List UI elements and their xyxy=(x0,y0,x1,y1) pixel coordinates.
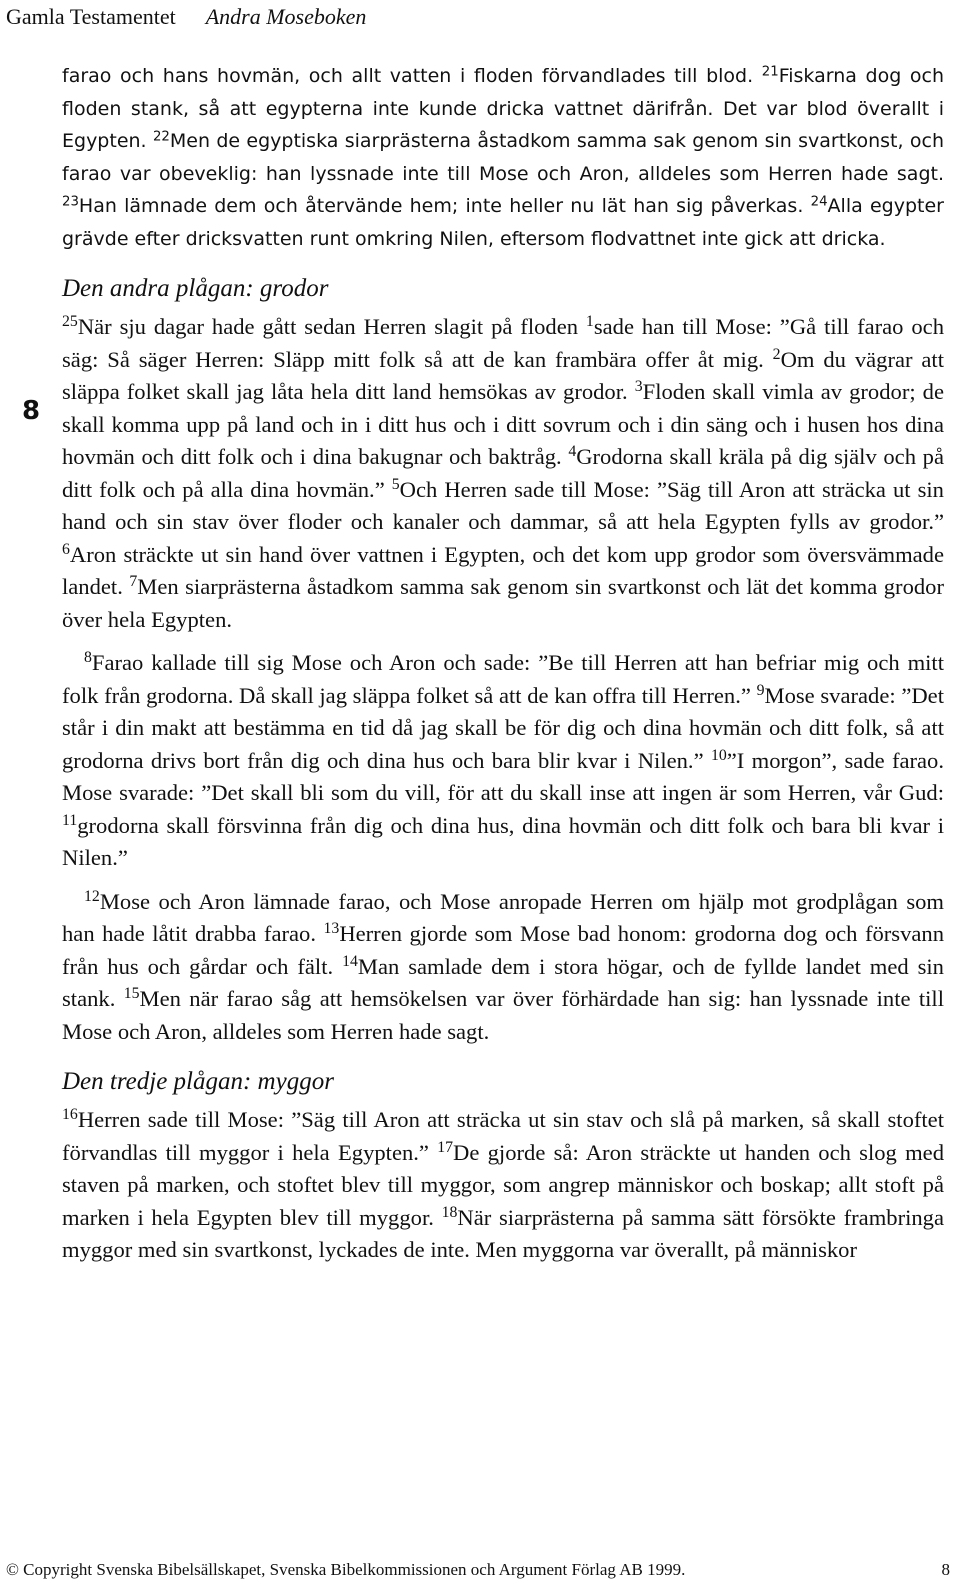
verse-text: Man samlade dem i stora högar, och de fyllde landet med sin stank. xyxy=(62,953,944,1011)
verse-text: Och Herren sade till Mose: ”Säg till Aron att sträcka ut sin hand och sin stav över floder och kanaler och dammar, så att hela Egypten fylls av grodor.” xyxy=(62,476,944,534)
verse-text: Mose och Aron lämnade farao, och Mose anropade Herren om hjälp mot grodplågan som han hade låtit drabba farao. xyxy=(62,888,944,946)
verse-number: 10 xyxy=(710,746,727,764)
verse-text: De gjorde så: Aron sträckte ut handen och slog med staven på marken, och stoftet blev till myggor, som angrep människor och boskap; allt stoft på marken i hela Egypten blev till myggor. xyxy=(62,1139,944,1230)
copyright-notice: © Copyright Svenska Bibelsällskapet, Svenska Bibelkommissionen och Argument Förlag AB 1999. xyxy=(6,1560,686,1579)
verse-text: Han lämnade dem och återvände hem; inte heller nu lät han sig påverkas. xyxy=(78,195,811,217)
verse-text: grodorna skall försvinna från dig och dina hus, dina hovmän och ditt folk och bara bli kvar i Nilen.” xyxy=(62,812,944,870)
page-number: 8 xyxy=(941,1560,950,1579)
verse-number: 23 xyxy=(62,194,79,210)
verse-number: 16 xyxy=(62,1106,78,1124)
verse-number: 5 xyxy=(391,475,400,493)
verse-text: När siarprästerna på samma sätt försökte frambringa myggor med sin svartkonst, lyckades de inte. Men myggorna var överallt, på människor xyxy=(62,1204,945,1262)
verse-number: 8 xyxy=(84,649,92,667)
verse-text: Grodorna skall kräla på dig själv och på ditt folk och på alla dina hovmän.” xyxy=(62,444,944,502)
verse-text: Farao kallade till sig Mose och Aron och sade: ”Be till Herren att han befriar mig och mitt folk från grodorna. Då skall jag släppa folket så att de kan offra till Herren.” xyxy=(62,650,944,708)
verse-number: 22 xyxy=(152,129,170,145)
verse-text: Mose svarade: ”Det står i din makt att bestämma en tid då jag skall be för dig och dina hovmän och ditt folk, så att grodorna drivs bort från dig och dina hus och bara blir kvar i Nilen.” xyxy=(62,682,944,773)
verse-text: Floden skall vimla av grodor; de skall komma upp på land och in i ditt hus och i ditt sovrum och i din säng och i husen hos dina hovmän och ditt folk och i dina bakugnar och baktråg. xyxy=(62,379,945,469)
verse-text: farao och hans hovmän, och allt vatten i floden förvandlades till blod. xyxy=(62,65,762,87)
verse-text: När sju dagar hade gått sedan Herren slagit på floden xyxy=(77,314,586,339)
verse-number: 1 xyxy=(585,313,594,331)
header-book: Andra Moseboken xyxy=(205,4,367,29)
verse-number: 18 xyxy=(441,1203,458,1221)
verse-number: 7 xyxy=(129,573,138,591)
header-title: Gamla Testamentet xyxy=(6,4,176,29)
verse-number: 9 xyxy=(756,681,765,699)
running-header xyxy=(6,2,366,32)
verse-number: 17 xyxy=(437,1138,454,1156)
verse-number: 4 xyxy=(568,443,577,461)
verse-text: Fiskarna dog och floden stank, så att egypterna inte kunde dricka vattnet därifrån. Det var blod överallt i Egypten. xyxy=(62,65,945,152)
paragraph xyxy=(62,886,944,1049)
verse-text: Herren sade till Mose: ”Säg till Aron att sträcka ut sin stav och slå på marken, så skall stoftet förvandlas till myggor i hela Egypten.” xyxy=(62,1107,944,1165)
verse-number: 15 xyxy=(123,985,140,1003)
verse-text: Men siarprästerna åstadkom samma sak genom sin svartkonst och lät det komma grodor över hela Egypten. xyxy=(62,574,944,632)
verse-text: Men när farao såg att hemsökelsen var över förhärdade han sig: han lyssnade inte till Mose och Aron, alldeles som Herren hade sagt. xyxy=(62,986,944,1044)
section-heading: Den andra plågan: grodor xyxy=(62,275,329,302)
verse-number: 2 xyxy=(772,345,781,363)
verse-text: Herren gjorde som Mose bad honom: grodorna dog och försvann från hus och gårdar och fält. xyxy=(62,921,945,979)
verse-text: ”I morgon”, sade farao. Mose svarade: ”Det skall bli som du vill, för att du skall inse att ingen är som Herren, vår Gud: xyxy=(62,747,945,805)
paragraph xyxy=(62,60,944,255)
scripture-text xyxy=(62,60,944,1267)
verse-text: sade han till Mose: ”Gå till farao och säg: Så säger Herren: Släpp mitt folk så att de kan frambära offer åt mig. xyxy=(62,314,945,372)
section-heading: Den tredje plågan: myggor xyxy=(62,1068,334,1095)
chapter-number: 8 xyxy=(22,396,41,426)
verse-text: Om du vägrar att släppa folket skall jag låta hela ditt land hemsökas av grodor. xyxy=(62,346,944,404)
verse-number: 24 xyxy=(810,194,828,210)
verse-number: 6 xyxy=(62,540,70,558)
verse-number: 14 xyxy=(342,952,358,970)
verse-number: 11 xyxy=(62,811,78,829)
verse-number: 12 xyxy=(84,887,100,905)
verse-text: Men de egyptiska siarprästerna åstadkom samma sak genom sin svartkonst, och farao var obeveklig: han lyssnade inte till Mose och Aron, alldeles som Herren hade sagt. xyxy=(62,130,944,185)
paragraph xyxy=(62,1104,944,1267)
paragraph xyxy=(62,647,944,875)
paragraph xyxy=(62,311,944,636)
verse-number: 21 xyxy=(761,64,779,80)
verse-number: 3 xyxy=(634,378,643,396)
verse-text: Alla egypter grävde efter dricksvatten runt omkring Nilen, eftersom flodvattnet inte gick att dricka. xyxy=(62,195,944,250)
verse-number: 13 xyxy=(323,920,340,938)
verse-number: 25 xyxy=(62,313,78,331)
verse-text: Aron sträckte ut sin hand över vattnen i Egypten, och det kom upp grodor som översvämmade landet. xyxy=(62,541,944,599)
footer xyxy=(6,1556,950,1584)
